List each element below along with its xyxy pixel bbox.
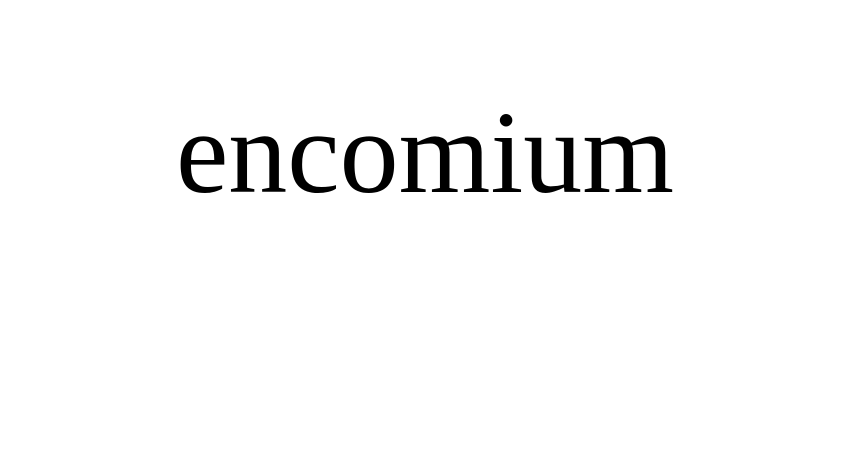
display-word: encomium: [175, 87, 675, 218]
